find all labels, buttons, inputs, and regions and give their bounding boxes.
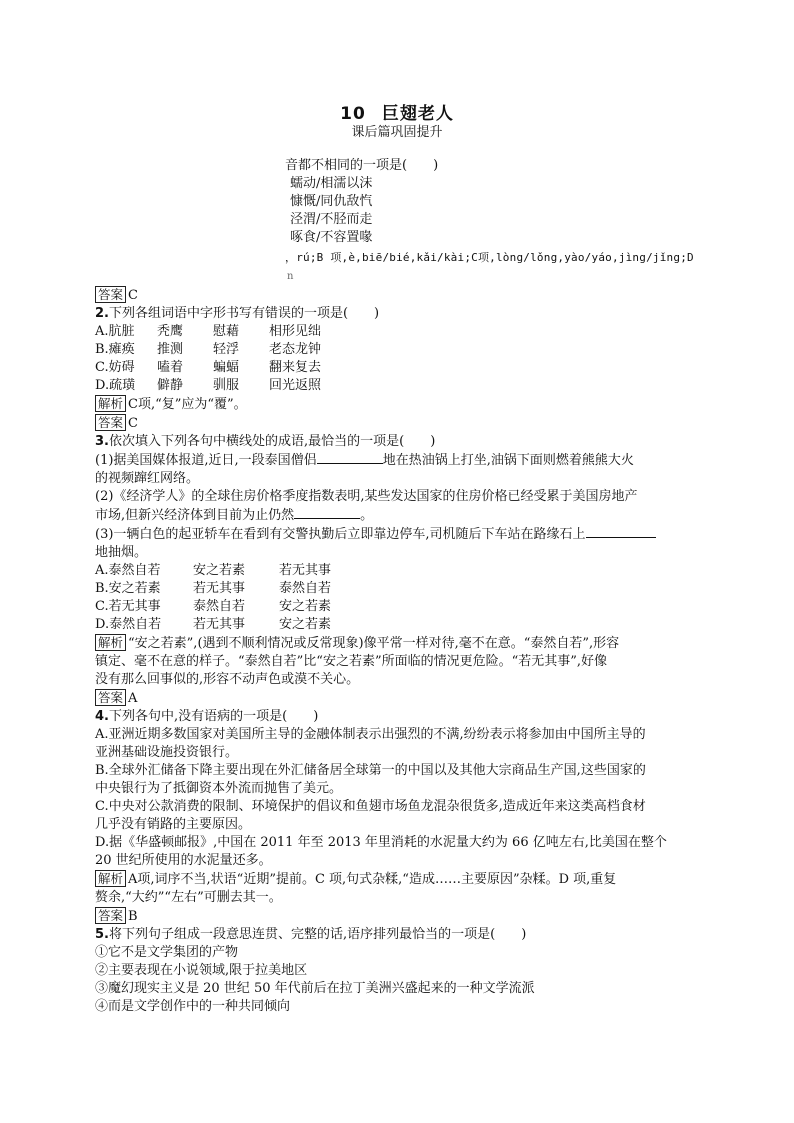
analysis-label: 解析 — [95, 634, 126, 651]
q4-option-c-cont: 几乎没有销路的主要原因。 — [95, 817, 252, 832]
q3-analysis-cont: 没有那么回事似的,形容不动声色或漠不关心。 — [95, 672, 360, 687]
q1-explanation-tail: n — [287, 271, 294, 282]
q4-option-c: C.中央对公款消费的限制、环境保护的倡议和鱼翅市场鱼龙混杂很货多,造成近年来这类高档食材 — [95, 799, 646, 814]
option-cell: 安之若素 — [193, 563, 246, 578]
option-cell: B.瘫痪 — [95, 342, 135, 357]
q2-option-row — [95, 359, 705, 377]
analysis-text: C项,“复”应为“覆”。 — [128, 397, 247, 412]
option-cell: 推测 — [157, 342, 184, 357]
option-cell: D.泰然自若 — [95, 617, 162, 632]
q1-option: 啄食/不容置喙 — [290, 230, 373, 245]
q5-item: ②主要表现在小说领域,限于拉美地区 — [95, 963, 308, 978]
q4-stem — [95, 708, 705, 726]
q5-stem — [95, 926, 705, 944]
question-text: 将下列句子组成一段意思连贯、完整的话,语序排列最恰当的一项是( ) — [108, 927, 527, 942]
q4-option-a: A.亚洲近期多数国家对美国所主导的金融体制表示出强烈的不满,纷纷表示将参加由中国所主导的 — [95, 727, 646, 742]
q1-answer-line — [95, 286, 705, 305]
option-cell: 相形见绌 — [269, 324, 322, 339]
option-cell: 安之若素 — [279, 599, 332, 614]
sentence-text: (1)据美国媒体报道,近日,一段泰国僧侣 — [95, 453, 317, 468]
answer-label: 答案 — [95, 907, 126, 924]
q3-option-row — [95, 580, 705, 598]
option-cell: 老态龙钟 — [269, 342, 322, 357]
q3-option-row — [95, 598, 705, 616]
question-number: 4. — [95, 709, 109, 724]
option-cell: A.肮脏 — [95, 324, 135, 339]
fill-blank — [317, 451, 383, 464]
q3-sentence-1-cont: 的视频蹿红网络。 — [95, 471, 200, 486]
question-number: 3. — [95, 434, 109, 449]
option-cell: 泰然自若 — [279, 581, 332, 596]
sentence-text: 地在热油锅上打坐,油锅下面则燃着熊熊大火 — [382, 453, 634, 468]
answer-label: 答案 — [95, 689, 126, 706]
q3-sentence-2: (2)《经济学人》的全球住房价格季度指数表明,某些发达国家的住房价格已经受累于美国房地产 — [95, 489, 638, 504]
question-number: 5. — [95, 927, 109, 942]
q4-analysis-cont: 赘余,“大约”“左右”可删去其一。 — [95, 890, 282, 905]
q5-item: ③魔幻现实主义是 20 世纪 50 年代前后在拉丁美洲兴盛起来的一种文学流派 — [95, 981, 535, 996]
option-cell: 若无其事 — [193, 617, 246, 632]
q3-stem — [95, 433, 705, 451]
answer-value: C — [128, 416, 138, 431]
option-cell: A.泰然自若 — [95, 563, 161, 578]
q2-analysis — [95, 395, 705, 414]
fill-blank — [586, 525, 656, 538]
option-cell: B.安之若素 — [95, 581, 161, 596]
q4-analysis — [95, 870, 705, 889]
q2-answer — [95, 414, 705, 433]
q1-explanation: ，rú;B 项,è,biē/bié,kǎi/kài;C项,lòng/lǒng,yào/yáo,jìng/jǐng;D — [285, 251, 694, 264]
option-cell: 安之若素 — [279, 617, 332, 632]
answer-value: C — [128, 288, 138, 303]
option-cell: 回光返照 — [269, 378, 322, 393]
answer-label: 答案 — [95, 414, 126, 431]
sentence-text: 市场,但新兴经济体到目前为止仍然 — [95, 508, 295, 523]
q1-option: 泾渭/不胫而走 — [290, 212, 373, 227]
q5-item: ④而是文学创作中的一种共同倾向 — [95, 999, 291, 1014]
q4-option-b: B.全球外汇储备下降主要出现在外汇储备居全球第一的中国以及其他大宗商品生产国,这些国家的 — [95, 763, 646, 778]
analysis-label: 解析 — [95, 395, 126, 412]
sentence-text: (3)一辆白色的起亚轿车在看到有交警执勤后立即靠边停车,司机随后下车站在路缘石上 — [95, 527, 586, 542]
q4-option-a-cont: 亚洲基础设施投资银行。 — [95, 745, 239, 760]
analysis-text: “安之若素”,(遇到不顺利情况或反常现象)像平常一样对待,毫不在意。“泰然自若”,形容 — [128, 636, 620, 651]
question-text: 依次填入下列各句中横线处的成语,最恰当的一项是( ) — [108, 434, 436, 449]
q2-option-row — [95, 323, 705, 341]
question-text: 下列各句中,没有语病的一项是( ) — [108, 709, 319, 724]
option-cell: 蝙蝠 — [213, 360, 240, 375]
q2-stem — [95, 305, 705, 323]
analysis-label: 解析 — [95, 870, 126, 887]
option-cell: 泰然自若 — [193, 599, 246, 614]
q1-option: 蠕动/相濡以沫 — [290, 176, 373, 191]
option-cell: 慰藉 — [213, 324, 240, 339]
answer-value: B — [128, 909, 138, 924]
analysis-text: A项,词序不当,状语“近期”提前。C 项,句式杂糅,“造成……主要原因”杂糅。D 项,重复 — [128, 872, 617, 887]
option-cell: C.若无其事 — [95, 599, 161, 614]
option-cell: C.妨碍 — [95, 360, 135, 375]
q3-sentence-3 — [95, 525, 705, 544]
option-cell: 嗑着 — [157, 360, 184, 375]
q3-answer — [95, 689, 705, 708]
question-number: 2. — [95, 306, 109, 321]
q2-option-row — [95, 341, 705, 359]
q4-option-d-cont: 20 世纪所使用的水泥量还多。 — [95, 853, 272, 868]
q3-sentence-1 — [95, 451, 705, 470]
answer-value: A — [128, 691, 138, 706]
option-cell: 翻来复去 — [269, 360, 322, 375]
option-cell: 秃鹰 — [157, 324, 184, 339]
option-cell: 僻静 — [157, 378, 184, 393]
q4-option-b-cont: 中央银行为了抵御资本外流而抛售了美元。 — [95, 781, 343, 796]
option-cell: D.疏璜 — [95, 378, 136, 393]
q5-item: ①它不是文学集团的产物 — [95, 945, 239, 960]
q3-option-row — [95, 562, 705, 580]
option-cell: 若无其事 — [193, 581, 246, 596]
q2-option-row — [95, 377, 705, 395]
question-text: 下列各组词语中字形书写有错误的一项是( ) — [108, 306, 380, 321]
sentence-text: 。 — [360, 508, 374, 523]
q4-answer — [95, 907, 705, 926]
lesson-number: 10 — [340, 104, 366, 124]
fill-blank — [294, 506, 360, 519]
answer-label: 答案 — [95, 286, 126, 303]
option-cell: 驯服 — [213, 378, 240, 393]
q3-sentence-3-cont: 地抽烟。 — [95, 545, 148, 560]
option-cell: 轻浮 — [213, 342, 240, 357]
q4-option-d: D.据《华盛顿邮报》,中国在 2011 年至 2013 年里消耗的水泥量大约为 66 亿吨左右,比美国在整个 — [95, 835, 667, 850]
q3-analysis — [95, 634, 705, 653]
option-cell: 若无其事 — [279, 563, 332, 578]
q3-option-row — [95, 616, 705, 634]
q3-sentence-2-cont — [95, 506, 705, 525]
page-subtitle: 课后篇巩固提升 — [351, 125, 443, 140]
q1-stem: 音都不相同的一项是( ) — [285, 158, 439, 173]
q3-analysis-cont: 镇定、毫不在意的样子。“泰然自若”比“安之若素”所面临的情况更危险。“若无其事”,好像 — [95, 654, 608, 669]
lesson-title: 巨翅老人 — [381, 104, 454, 124]
question-list — [95, 286, 705, 1016]
q1-option: 慷慨/同仇敌忾 — [290, 194, 373, 209]
